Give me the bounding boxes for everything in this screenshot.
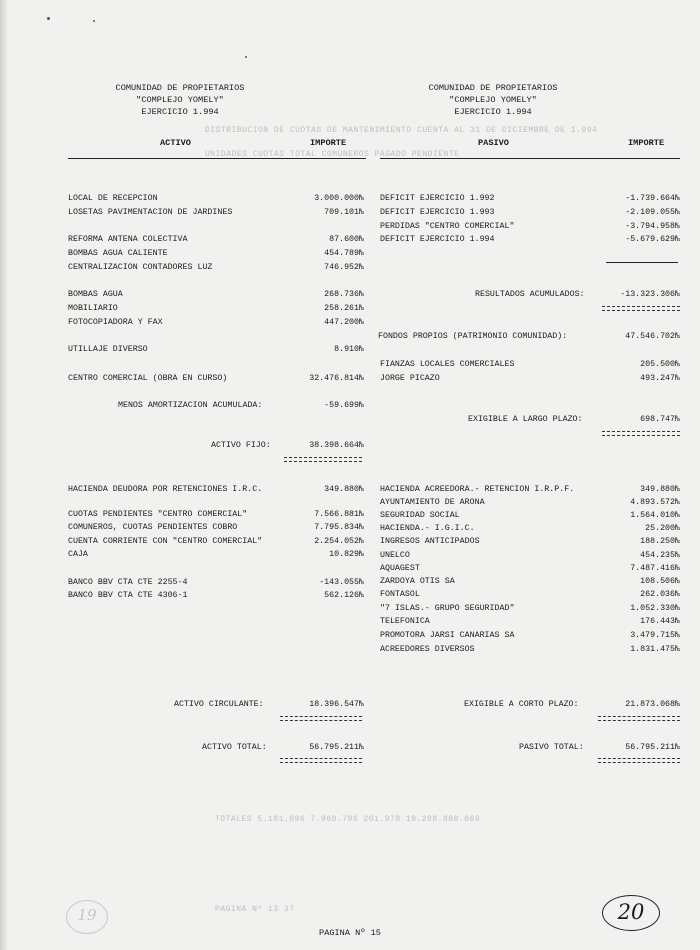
row-amount: 454.235₧ [640, 551, 680, 560]
row-amount: 25.200₧ [645, 524, 680, 533]
pasivo-row [380, 575, 680, 588]
row-label: EXIGIBLE A LARGO PLAZO: [468, 415, 583, 424]
header-right [368, 82, 618, 118]
row-label: HACIENDA ACREEDORA.- RETENCION I.R.P.F. [380, 485, 575, 494]
row-amount: 7.566.881₧ [314, 510, 364, 519]
pasivo-row [380, 358, 680, 371]
row-label: BOMBAS AGUA [68, 290, 123, 299]
activo-total-row [68, 741, 364, 754]
pasivo-row [380, 483, 680, 496]
row-label: "7 ISLAS.- GRUPO SEGURIDAD" [380, 604, 515, 613]
row-amount: 1.052.330₧ [630, 604, 680, 613]
row-label: CUOTAS PENDIENTES "CENTRO COMERCIAL" [68, 510, 248, 519]
row-amount: 746.952₧ [324, 263, 364, 272]
pencil-number: 19 [77, 906, 97, 924]
activo-row [68, 192, 364, 205]
pasivo-row [380, 522, 680, 535]
row-amount: 47.546.702₧ [625, 332, 680, 341]
double-underline [280, 716, 362, 721]
pasivo-row [380, 602, 680, 615]
pasivo-row [380, 588, 680, 601]
row-amount: 562.126₧ [324, 591, 364, 600]
pasivo-row [380, 372, 680, 385]
row-label: PERDIDAS "CENTRO COMERCIAL" [380, 222, 515, 231]
activo-subtotal-row [68, 439, 364, 452]
activo-row [68, 548, 364, 561]
column-header-activo: ACTIVO [160, 138, 191, 148]
pasivo-subtotal-row [380, 288, 680, 301]
row-amount: 18.396.547₧ [309, 700, 364, 709]
row-amount: -5.679.629₧ [625, 235, 680, 244]
header-left [55, 82, 305, 118]
activo-row [68, 316, 364, 329]
row-label: ACTIVO CIRCULANTE: [174, 700, 264, 709]
row-amount: 349.880₧ [640, 485, 680, 494]
row-amount: 2.254.052₧ [314, 537, 364, 546]
column-header-importe: IMPORTE [310, 138, 347, 148]
double-underline [602, 306, 680, 311]
row-amount: -1.739.664₧ [625, 194, 680, 203]
header-rule [380, 158, 680, 159]
row-amount: -143.055₧ [319, 578, 364, 587]
scan-speck [93, 20, 95, 22]
row-label: CENTRALIZACION CONTADORES LUZ [68, 263, 213, 272]
row-label: TELEFONICA [380, 617, 430, 626]
row-label: FOTOCOPIADORA Y FAX [68, 318, 163, 327]
activo-row [68, 483, 364, 496]
row-label: BANCO BBV CTA CTE 2255-4 [68, 578, 188, 587]
row-label: PASIVO TOTAL: [519, 743, 584, 752]
row-label: AYUNTAMIENTO DE ARONA [380, 498, 485, 507]
row-amount: 188.250₧ [640, 537, 680, 546]
row-label: ACTIVO FIJO: [211, 441, 271, 450]
row-amount: 8.910₧ [334, 345, 364, 354]
row-label: DEFICIT EJERCICIO 1.992 [380, 194, 495, 203]
header-line: COMUNIDAD DE PROPIETARIOS [115, 83, 245, 93]
activo-row [68, 521, 364, 534]
row-label: LOSETAS PAVIMENTACION DE JARDINES [68, 208, 233, 217]
activo-row [68, 261, 364, 274]
row-amount: -3.794.958₧ [625, 222, 680, 231]
activo-row [68, 302, 364, 315]
row-amount: -59.699₧ [324, 401, 364, 410]
row-amount: 262.036₧ [640, 590, 680, 599]
scan-speck [47, 17, 50, 20]
pasivo-row [380, 509, 680, 522]
row-label: DEFICIT EJERCICIO 1.994 [380, 235, 495, 244]
row-amount: 21.873.068₧ [625, 700, 680, 709]
activo-row [68, 343, 364, 356]
row-label: ZARDOYA OTIS SA [380, 577, 455, 586]
pasivo-row [380, 192, 680, 205]
row-amount: 3.479.715₧ [630, 631, 680, 640]
row-label: ACREEDORES DIVERSOS [380, 645, 475, 654]
activo-row [68, 508, 364, 521]
pasivo-row [380, 549, 680, 562]
activo-row [68, 399, 364, 412]
row-label: SEGURIDAD SOCIAL [380, 511, 460, 520]
row-label: AQUAGEST [380, 564, 420, 573]
row-amount: 454.789₧ [324, 249, 364, 258]
row-label: ACTIVO TOTAL: [202, 743, 267, 752]
row-amount: 10.829₧ [329, 550, 364, 559]
row-amount: -2.109.055₧ [625, 208, 680, 217]
header-line: "COMPLEJO YOMELY" [136, 95, 224, 105]
row-label: BANCO BBV CTA CTE 4306-1 [68, 591, 188, 600]
row-label: FONTASOL [380, 590, 420, 599]
row-label: CENTRO COMERCIAL (OBRA EN CURSO) [68, 374, 228, 383]
row-amount: 709.101₧ [324, 208, 364, 217]
row-amount: 108.506₧ [640, 577, 680, 586]
pasivo-subtotal-row [380, 413, 680, 426]
row-amount: 1.831.475₧ [630, 645, 680, 654]
page-footer: PAGINA Nº 15 [319, 928, 381, 938]
row-label: EXIGIBLE A CORTO PLAZO: [464, 700, 579, 709]
circled-page-number [602, 895, 660, 931]
activo-subtotal-row [68, 698, 364, 711]
activo-row [68, 233, 364, 246]
row-label: BOMBAS AGUA CALIENTE [68, 249, 168, 258]
row-amount: 447.200₧ [324, 318, 364, 327]
column-header-pasivo: PASIVO [478, 138, 509, 148]
row-label: MOBILIARIO [68, 304, 118, 313]
double-underline [598, 716, 680, 721]
pasivo-row [380, 562, 680, 575]
activo-row [68, 576, 364, 589]
activo-row [68, 288, 364, 301]
row-label: REFORMA ANTENA COLECTIVA [68, 235, 188, 244]
row-label: MENOS AMORTIZACION ACUMULADA: [118, 401, 263, 410]
row-label: FONDOS PROPIOS (PATRIMONIO COMUNIDAD): [378, 332, 568, 341]
pasivo-total-row [380, 741, 680, 754]
row-amount: 4.893.572₧ [630, 498, 680, 507]
header-rule [68, 158, 366, 159]
document-page: DISTRIBUCION DE CUOTAS DE MANTENIMIENTO CUENTA AL 31 DE DICIEMBRE DE 1.994 UNIDADES CUOTAS TOTAL COMUNEROS PAGADO PENDIENTE TOTALES 5.101.096 7.960.796 201.978 19.288.880.069 PAGINA Nº 13 37 COMUNIDAD DE PROPIETARIOS "COMPLEJO YOMELY" EJERCICIO 1.994 COMUNIDAD DE PROPIETARIOS "COMPLEJO YOMELY" EJERCICIO 1.994 ACTIVO IMPORTE PASIVO IMPORTE LOCAL DE RECEPCION 3.000.000₧ LOSETAS PAVIMENTACION DE JARDINES 709.101₧ REFORMA ANTENA COLECTIVA 87.600₧ BOMBAS AGUA CALIENTE 454.789₧ CENTRALIZACION CONTADORES LUZ 746.952₧ BOMBAS AGUA 268.736₧ MOBILIARIO 258.261₧ FOTOCOPIADORA Y FAX 447.200₧ UTILLAJE DIVERSO 8.910₧ CENTRO COMERCIAL (OBRA EN CURSO) 32.476.814₧ MENOS AMORTIZACION ACUMULADA: -59.699₧ ACTIVO FIJO: 38.398.664₧ HACIENDA DEUDORA POR RETENCIONES I.R.C. 349.880₧ CUOTAS PENDIENTES "CENTRO COMERCIAL" 7.566.881₧ COMUNEROS, CUOTAS PENDIENTES COBRO 7.795.834₧ CUENTA CORRIENTE CON "CENTRO COMERCIAL" 2.254.052₧ CAJA 10.829₧ BANCO BBV CTA CTE 2255-4 -143.055₧ BANCO BBV CTA CTE 4306-1 562.126₧ ACTIVO CIRCULANTE: 18.396.547₧ ACTIVO TOTAL: 56.795.211₧ DEFICIT EJERCICIO 1.992 -1.739.664₧ DEFICIT EJERCICIO 1.993 -2.109.055₧ PERDIDAS "CENTRO COMERCIAL" -3.794.958₧ DEFICIT EJERCICIO 1.994 -5.679.629₧ RESULTADOS ACUMULADOS: -13.323.306₧ FONDOS PROPIOS (PATRIMONIO COMUNIDAD): 47.546.702₧ FIANZAS LOCALES COMERCIALES 205.500₧ JORGE PICAZO 493.247₧ EXIGIBLE A LARGO PLAZO: 698.747₧ HACIENDA ACREEDORA.- RETENCION I.R.P.F. 349.880₧ AYUNTAMIENTO DE ARONA 4.893.572₧ SEGURIDAD SOCIAL 1.564.010₧ HACIENDA.- I.G.I.C. 25.200₧ INGRESOS ANTICIPADOS 188.250₧ UNELCO 454.235₧ AQUAGEST 7.487.416₧ ZARDOYA OTIS SA 108.506₧ FONTASOL 262.036₧ "7 ISLAS.- GRUPO SEGURIDAD" 1.052.330₧ TELEFONICA 176.443₧ PROMOTORA JARSI CANARIAS SA 3.479.715₧ ACREEDORES DIVERSOS 1.831.475₧ EXIGIBLE A CORTO PLAZO: 21.873.068₧ PASIVO TOTAL: 56.795.211₧ 19 20 PAGINA Nº 15 [0, 0, 700, 950]
header-line: EJERCICIO 1.994 [141, 107, 219, 117]
row-amount: 7.487.416₧ [630, 564, 680, 573]
row-amount: 87.600₧ [329, 235, 364, 244]
subtotal-rule [606, 262, 678, 263]
activo-row [68, 589, 364, 602]
activo-row [68, 535, 364, 548]
pasivo-subtotal-row [380, 698, 680, 711]
scan-edge [0, 0, 8, 950]
pasivo-row [380, 496, 680, 509]
row-label: LOCAL DE RECEPCION [68, 194, 158, 203]
row-label: DEFICIT EJERCICIO 1.993 [380, 208, 495, 217]
row-amount: 258.261₧ [324, 304, 364, 313]
activo-row [68, 247, 364, 260]
pasivo-row [380, 643, 680, 656]
pasivo-row [380, 535, 680, 548]
row-amount: 698.747₧ [640, 415, 680, 424]
activo-row [68, 372, 364, 385]
row-label: FIANZAS LOCALES COMERCIALES [380, 360, 515, 369]
row-label: HACIENDA DEUDORA POR RETENCIONES I.R.C. [68, 485, 263, 494]
row-label: JORGE PICAZO [380, 374, 440, 383]
header-line: EJERCICIO 1.994 [454, 107, 532, 117]
pasivo-row [380, 220, 680, 233]
row-label: UNELCO [380, 551, 410, 560]
row-label: PROMOTORA JARSI CANARIAS SA [380, 631, 515, 640]
header-line: "COMPLEJO YOMELY" [449, 95, 537, 105]
pasivo-row [380, 615, 680, 628]
double-underline [284, 457, 362, 462]
column-header-importe: IMPORTE [628, 138, 665, 148]
row-amount: 1.564.010₧ [630, 511, 680, 520]
row-amount: 205.500₧ [640, 360, 680, 369]
pasivo-row [380, 206, 680, 219]
header-line: COMUNIDAD DE PROPIETARIOS [428, 83, 558, 93]
pasivo-subtotal-row [378, 330, 680, 343]
pasivo-row [380, 233, 680, 246]
pasivo-row [380, 629, 680, 642]
row-amount: 3.000.000₧ [314, 194, 364, 203]
double-underline [602, 431, 680, 436]
row-label: HACIENDA.- I.G.I.C. [380, 524, 475, 533]
scan-speck [245, 56, 247, 58]
row-label: CUENTA CORRIENTE CON "CENTRO COMERCIAL" [68, 537, 263, 546]
row-amount: 38.398.664₧ [309, 441, 364, 450]
circled-number: 20 [617, 900, 645, 924]
activo-row [68, 206, 364, 219]
double-underline [598, 758, 680, 763]
row-amount: 56.795.211₧ [625, 743, 680, 752]
row-amount: 176.443₧ [640, 617, 680, 626]
row-label: RESULTADOS ACUMULADOS: [475, 290, 585, 299]
row-amount: -13.323.306₧ [620, 290, 680, 299]
row-label: UTILLAJE DIVERSO [68, 345, 148, 354]
row-label: CAJA [68, 550, 88, 559]
row-amount: 493.247₧ [640, 374, 680, 383]
double-underline [280, 758, 362, 763]
row-amount: 56.795.211₧ [309, 743, 364, 752]
row-amount: 268.736₧ [324, 290, 364, 299]
row-label: INGRESOS ANTICIPADOS [380, 537, 480, 546]
row-label: COMUNEROS, CUOTAS PENDIENTES COBRO [68, 523, 238, 532]
row-amount: 7.795.834₧ [314, 523, 364, 532]
row-amount: 32.476.814₧ [309, 374, 364, 383]
row-amount: 349.880₧ [324, 485, 364, 494]
